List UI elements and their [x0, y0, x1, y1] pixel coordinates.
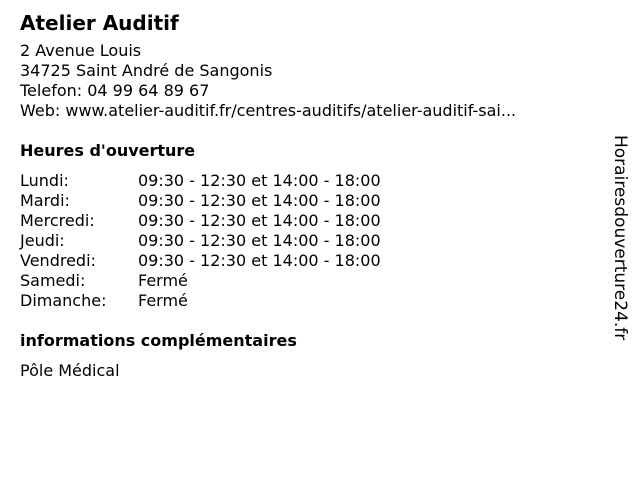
hours-table [20, 171, 590, 311]
site-watermark [606, 135, 636, 345]
hours-row-tuesday [20, 191, 590, 211]
day-label: Vendredi: [20, 251, 96, 270]
hours-row-saturday [20, 271, 590, 291]
day-hours: 09:30 - 12:30 et 14:00 - 18:00 [138, 211, 381, 230]
business-card [20, 10, 590, 381]
address-block [20, 41, 590, 121]
hours-row-sunday [20, 291, 590, 311]
info-heading: informations complémentaires [20, 331, 297, 350]
phone-number[interactable]: Telefon: 04 99 64 89 67 [20, 81, 210, 100]
hours-row-wednesday [20, 211, 590, 231]
info-text: Pôle Médical [20, 361, 120, 380]
day-label: Lundi: [20, 171, 69, 190]
hours-row-thursday [20, 231, 590, 251]
watermark-text: Horairesdouverture24.fr [610, 135, 630, 341]
day-hours: 09:30 - 12:30 et 14:00 - 18:00 [138, 191, 381, 210]
day-hours: Fermé [138, 271, 188, 290]
day-hours: 09:30 - 12:30 et 14:00 - 18:00 [138, 251, 381, 270]
day-hours: Fermé [138, 291, 188, 310]
hours-heading: Heures d'ouverture [20, 141, 196, 160]
day-label: Jeudi: [20, 231, 65, 250]
day-label: Mardi: [20, 191, 70, 210]
website-link[interactable]: Web: www.atelier-auditif.fr/centres-auditifs/atelier-auditif-sai... [20, 101, 517, 120]
street-address: 2 Avenue Louis [20, 41, 142, 60]
day-hours: 09:30 - 12:30 et 14:00 - 18:00 [138, 231, 381, 250]
day-label: Mercredi: [20, 211, 95, 230]
day-label: Dimanche: [20, 291, 107, 310]
day-hours: 09:30 - 12:30 et 14:00 - 18:00 [138, 171, 381, 190]
day-label: Samedi: [20, 271, 86, 290]
hours-row-monday [20, 171, 590, 191]
hours-row-friday [20, 251, 590, 271]
city-address: 34725 Saint André de Sangonis [20, 61, 273, 80]
business-name: Atelier Auditif [20, 11, 179, 35]
